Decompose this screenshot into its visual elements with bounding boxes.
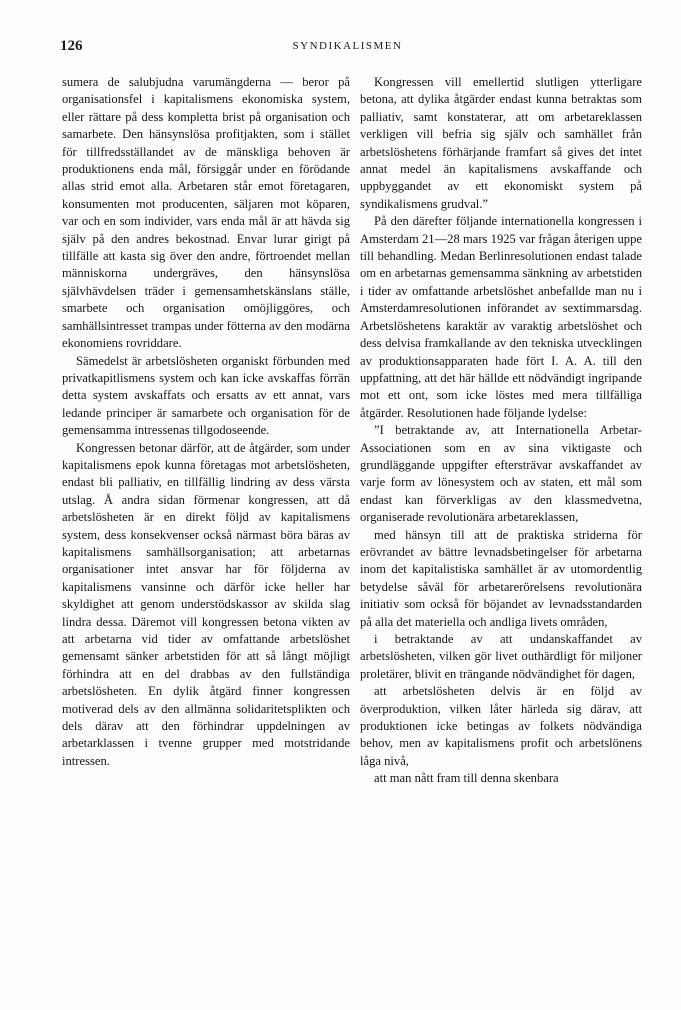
right-column: [360, 74, 642, 788]
paragraph: ”I betraktande av, att Internationella Arbetar-Associationen som en av sina viktigaste och grundläggande uppgifter eftersträvar avskaffandet av varje form av lönesystem och av staten, ett mål som endast kan förverkligas av den klassmedvetna, organiserade revolutionära arbetareklassen,: [360, 423, 642, 525]
paragraph: sumera de salubjudna varumängderna — beror på organisationsfel i kapitalismens ekonomiska system, eller rättare på dess kompletta brist på organisation och samarbete. Den hänsynslösa profitjakten, som i stället för tillfredsställandet av de mänskliga behoven är produktionens enda mål, försiggår under en förödande allas strid emot alla. Arbetaren står emot företagaren, konsumenten mot producenten, säljaren mot köparen, var och en som individer, vars enda mål är att hävda sig själv på den andres bekostnad. Envar lurar girigt på tillfälle att kasta sig över den andre, förtroendet mellan människorna undergräves, den hänsynslösa självhävdelsen träder i gemensamhetskänslans ställe, smarbete och organisation omöjliggöres, och samhällsintresset trampas under fötterna av den modärna ekonomiens rovriddare.: [62, 75, 350, 351]
paragraph: att man nått fram till denna skenbara: [374, 771, 559, 786]
paragraph: Kongressen vill emellertid slutligen ytterligare betona, att dylika åtgärder endast kunna betraktas som palliativ, samt konstaterar, att om arbetareklassen verkligen vill befria sig själv och samhället från arbetslöshetens förhärjande framfart så gives det intet annat medel än kapitalismens avskaffande och uppbyggandet av ett ekonomiskt system på syndikalismens grudval.”: [360, 75, 642, 211]
paragraph: Kongressen betonar därför, att de åtgärder, som under kapitalismens epok kunna företagas mot arbetslösheten, endast bli palliativ, en tillfällig lindring av dess värsta utslag. Å andra sidan förmenar kongressen, att då arbetslösheten är en direkt följd av kapitalismens system, dess konsekvenser också närmast böra bäras av kapitalismens samhällsorganisation; att arbetarnas organisationer intet ansvar har för följderna av kapitalismens vansinne och därför icke heller har skyldighet att genom understödskassor av skilda slag lindra dessa. Däremot vill kongressen betona vikten av att arbetarna vid tider av omfattande arbetslöshet gemensamt sänker arbetstiden för att så långt möjligt förhindra att en del drabbas av den fullständiga arbetslösheten. En dylik åtgärd finner kongressen motiverad dels av den allmänna solidaritetsplikten och dels därav att den förhindrar uppdelningen av arbetarklassen i tvenne grupper med motstridande intressen.: [62, 440, 350, 768]
left-column: [62, 74, 350, 770]
running-title: SYNDIKALISMEN: [292, 40, 403, 52]
page-header: [60, 38, 635, 58]
paragraph: att arbetslösheten delvis är en följd av överproduktion, vilken låter härleda sig därav, att produktionen icke betingas av folkets nödvändiga behov, men av kapitalismens profit och arbetslönens låga nivå,: [360, 684, 642, 768]
page-number: 126: [60, 38, 83, 54]
paragraph: Sämedelst är arbetslösheten organiskt förbunden med privatkapitlismens system och kan icke avskaffas förrän detta system avskaffats och ersatts av ett annat, vars ledande principer är samarbete och organisation för de gemensamma intressenas tillgodoseende.: [62, 353, 350, 438]
paragraph: På den därefter följande internationella kongressen i Amsterdam 21—28 mars 1925 var frågan återigen uppe till behandling. Medan Berlinresolutionen endast talade om en arbetarnas gemensamma sänkning av arbetstiden i tider av omfattande arbetslöshet anbefallde man nu i Amsterdamresolutionen införandet av sextimmarsdag. Arbetslöshetens karaktär av varaktig arbetslöshet och dess delvisa framkallande av den tekniska utvecklingen av produktionsapparaten hade fört I. A. A. till den uppfattning, att det här hällde ett nödvändigt ingripande mot ett ont, som icke löstes med mera tillfälliga åtgärder. Resolutionen hade följande lydelse:: [360, 214, 642, 420]
paragraph: med hänsyn till att de praktiska striderna för erövrandet av bättre levnadsbetingelser för arbetarna inom det kapitalistiska samhället är av utomordentlig betydelse såväl för arbetarerörelsens revolutionära initiativ som också för böjandet av levnadsstandarden på alla det materiella och andliga livets områden,: [360, 527, 642, 629]
paragraph: i betraktande av att undanskaffandet av arbetslösheten, vilken gör livet outhärdligt för miljoner proletärer, blivit en trängande nödvändighet för dagen,: [360, 632, 642, 681]
